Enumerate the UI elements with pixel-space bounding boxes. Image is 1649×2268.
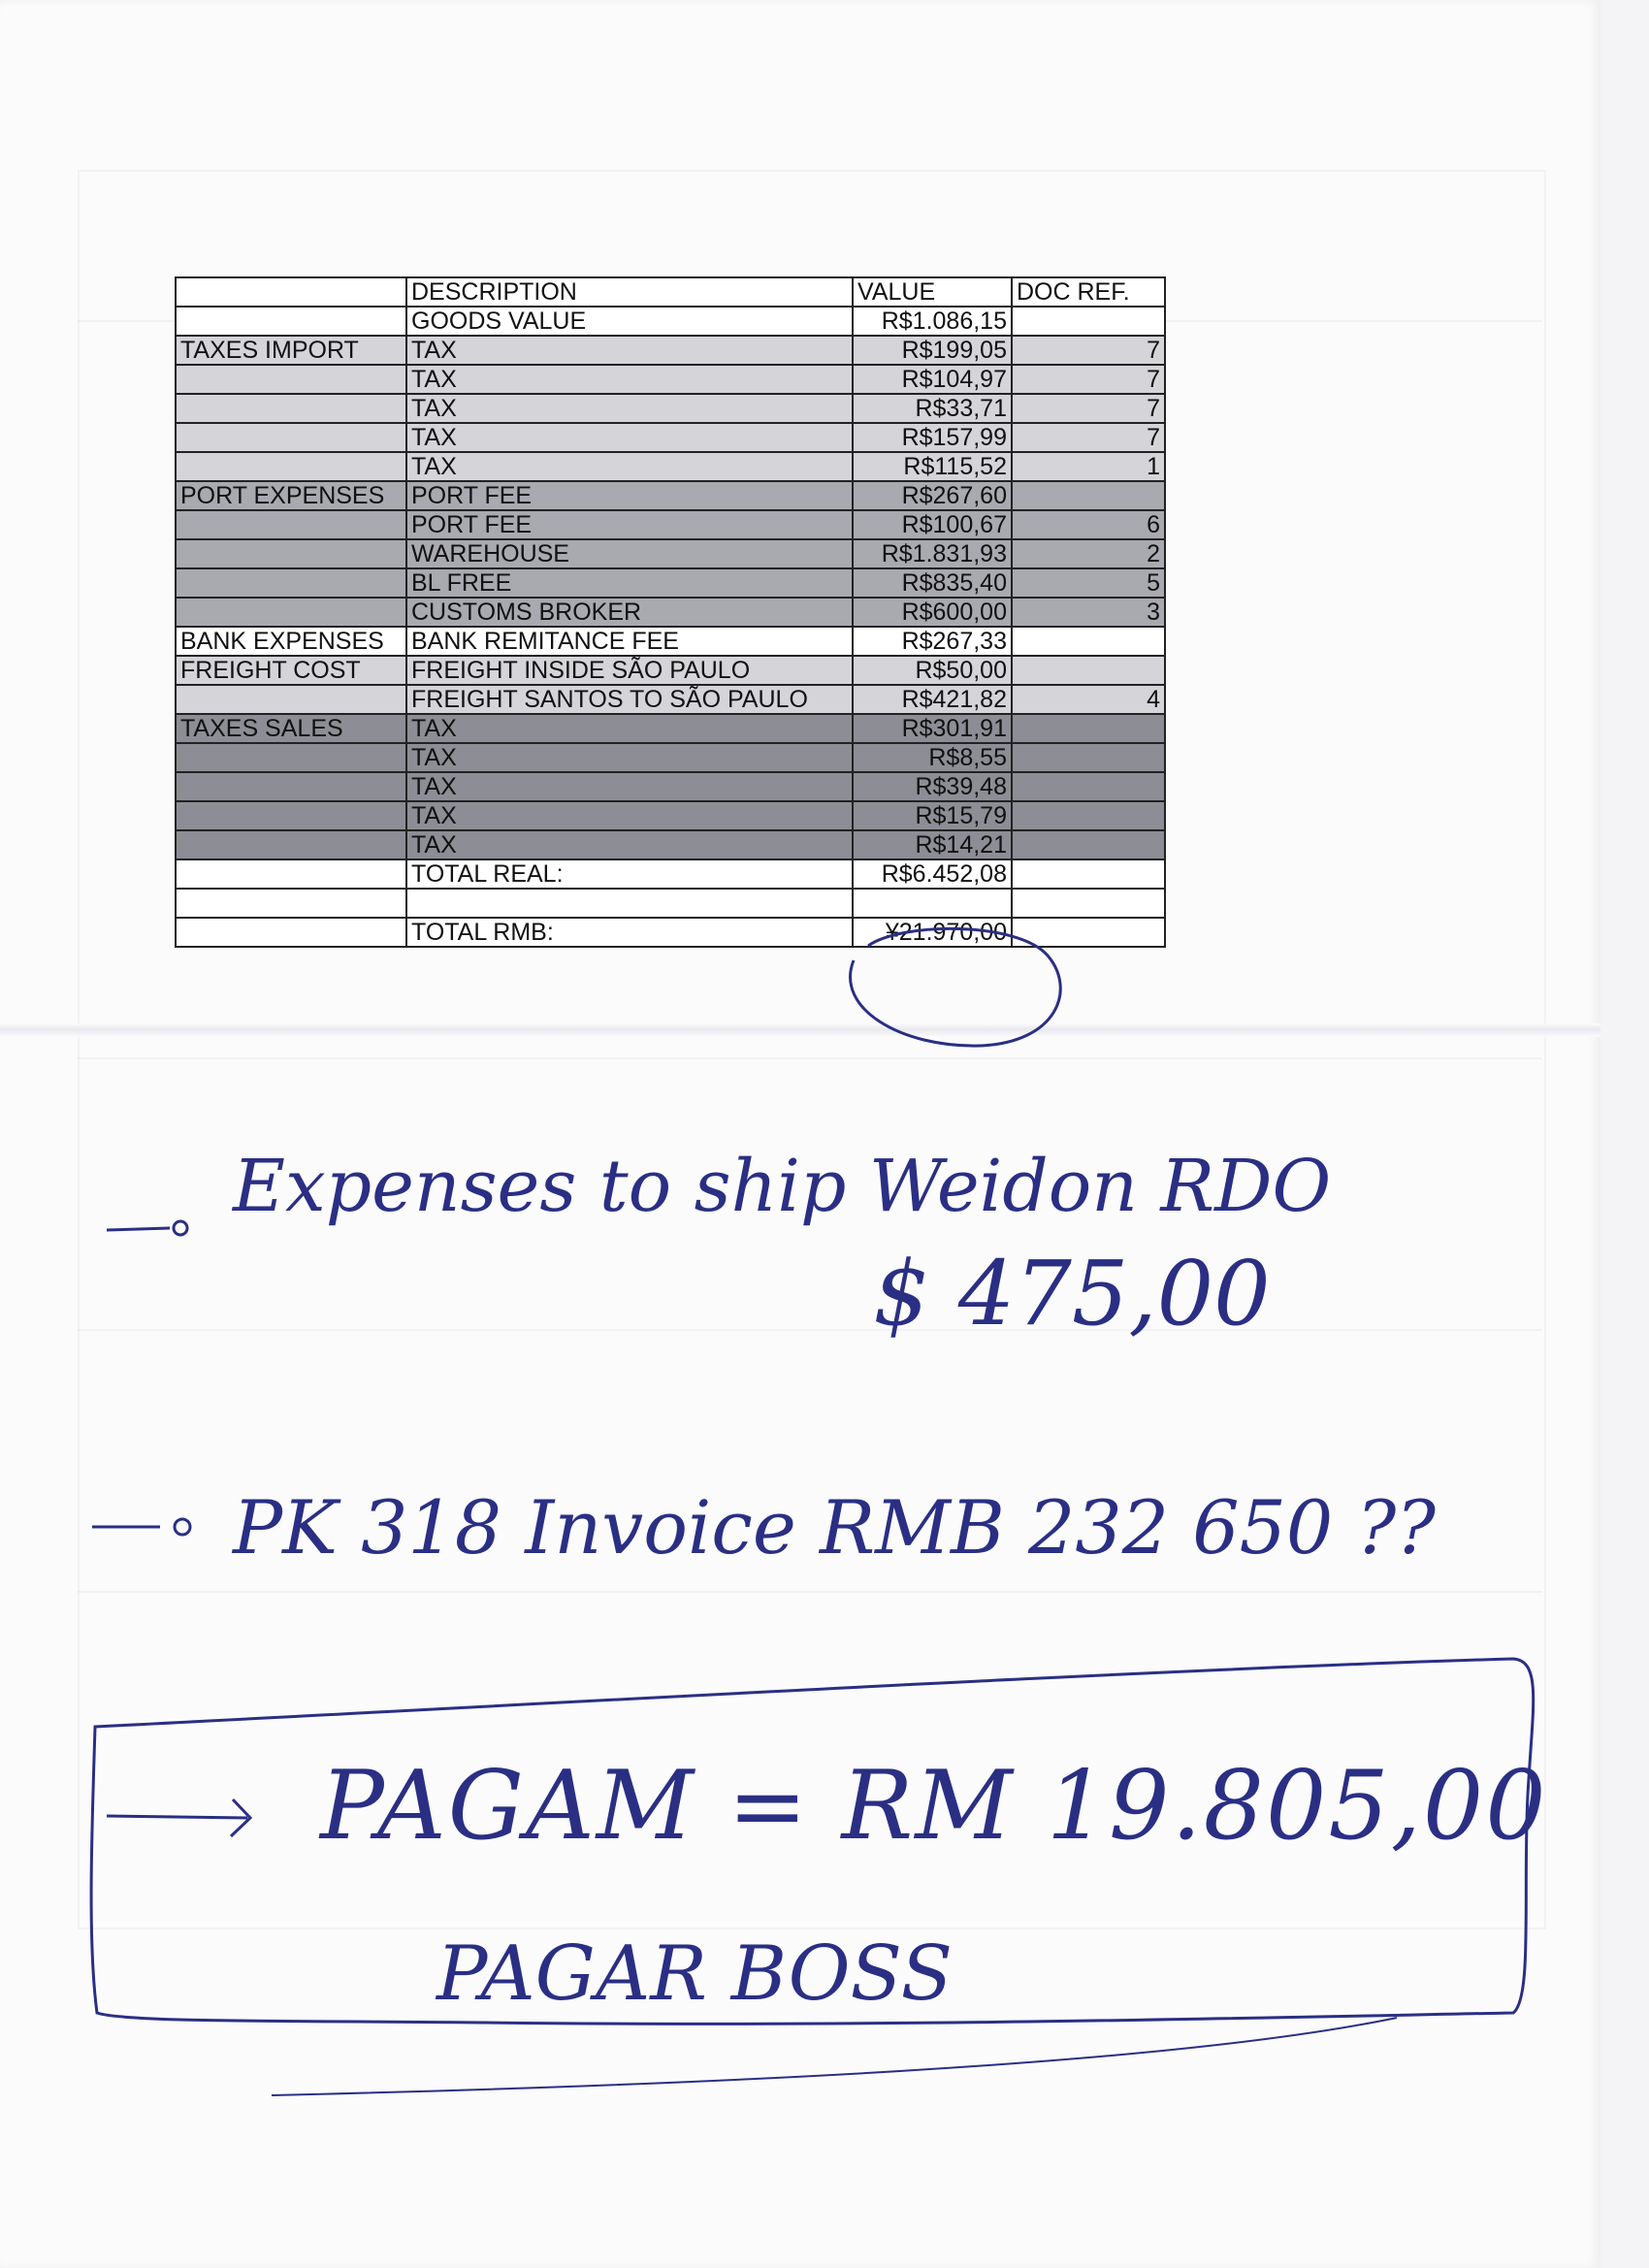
cell-description: TAX (406, 394, 853, 423)
cell-value: R$835,40 (853, 568, 1012, 598)
cell-value: R$50,00 (853, 656, 1012, 685)
cell-description: FREIGHT SANTOS TO SÃO PAULO (406, 685, 853, 714)
cell-description: BANK REMITANCE FEE (406, 627, 853, 656)
cell-category: TAXES IMPORT (176, 336, 406, 365)
handwritten-line-expenses: Expenses to ship Weidon RDO (233, 1145, 1332, 1228)
cell-value: R$115,52 (853, 452, 1012, 481)
cell-description: TAX (406, 743, 853, 772)
cell-doc-ref: 1 (1012, 452, 1165, 481)
cell-doc-ref: 2 (1012, 539, 1165, 568)
bullet-circle-1 (174, 1221, 187, 1235)
cell-category: BANK EXPENSES (176, 627, 406, 656)
ink-circle (851, 928, 1061, 1046)
handwritten-line-boss: PAGAR BOSS (436, 1930, 954, 2018)
cell-doc-ref: 4 (1012, 685, 1165, 714)
cell-description: TAX (406, 772, 853, 801)
cell-value: R$33,71 (853, 394, 1012, 423)
cell-value: R$157,99 (853, 423, 1012, 452)
cell-value: R$1.086,15 (853, 307, 1012, 336)
cell-description: TAX (406, 365, 853, 394)
bullet-circle-2 (175, 1519, 190, 1535)
cell-doc-ref: 7 (1012, 365, 1165, 394)
cell-description: FREIGHT INSIDE SÃO PAULO (406, 656, 853, 685)
cell-value: R$39,48 (853, 772, 1012, 801)
cell-value: R$104,97 (853, 365, 1012, 394)
handwritten-line-pagam: PAGAM = RM 19.805,00 (320, 1751, 1548, 1862)
underline-stroke (272, 2018, 1397, 2095)
handwritten-line-invoice: PK 318 Invoice RMB 232 650 ?? (233, 1484, 1436, 1571)
cell-value: R$15,79 (853, 801, 1012, 830)
cell-description: BL FREE (406, 568, 853, 598)
cell-doc-ref: 7 (1012, 423, 1165, 452)
cell-value: R$267,33 (853, 627, 1012, 656)
cell-description: WAREHOUSE (406, 539, 853, 568)
cell-description: PORT FEE (406, 510, 853, 539)
cell-description: TAX (406, 714, 853, 743)
cell-value: R$301,91 (853, 714, 1012, 743)
arrow-icon (107, 1799, 250, 1836)
handwritten-amount-dollars: $ 475,00 (873, 1242, 1271, 1345)
cell-value: R$600,00 (853, 598, 1012, 627)
cell-doc-ref: 5 (1012, 568, 1165, 598)
cell-description: CUSTOMS BROKER (406, 598, 853, 627)
header-description: DESCRIPTION (406, 277, 853, 307)
cell-description: TAX (406, 452, 853, 481)
arrow-bullet-1 (107, 1228, 170, 1230)
cell-description: GOODS VALUE (406, 307, 853, 336)
cell-value: R$14,21 (853, 830, 1012, 859)
cell-description: PORT FEE (406, 481, 853, 510)
cell-category: TAXES SALES (176, 714, 406, 743)
cell-total-label: TOTAL RMB: (406, 918, 853, 947)
cell-description: TAX (406, 336, 853, 365)
cell-description: TAX (406, 801, 853, 830)
cell-value: R$421,82 (853, 685, 1012, 714)
cell-total-value: ¥21.970,00 (853, 918, 1012, 947)
header-value: VALUE (853, 277, 1012, 307)
cell-value: R$267,60 (853, 481, 1012, 510)
cell-doc-ref: 7 (1012, 394, 1165, 423)
cell-description: TAX (406, 423, 853, 452)
cell-total-label: TOTAL REAL: (406, 859, 853, 889)
cell-total-value: R$6.452,08 (853, 859, 1012, 889)
cell-value: R$100,67 (853, 510, 1012, 539)
cell-doc-ref: 7 (1012, 336, 1165, 365)
cell-value: R$199,05 (853, 336, 1012, 365)
cell-value: R$1.831,93 (853, 539, 1012, 568)
cell-category: PORT EXPENSES (176, 481, 406, 510)
cell-description: TAX (406, 830, 853, 859)
cell-doc-ref: 6 (1012, 510, 1165, 539)
header-doc-ref: DOC REF. (1012, 277, 1165, 307)
cell-value: R$8,55 (853, 743, 1012, 772)
cell-category: FREIGHT COST (176, 656, 406, 685)
cell-doc-ref: 3 (1012, 598, 1165, 627)
